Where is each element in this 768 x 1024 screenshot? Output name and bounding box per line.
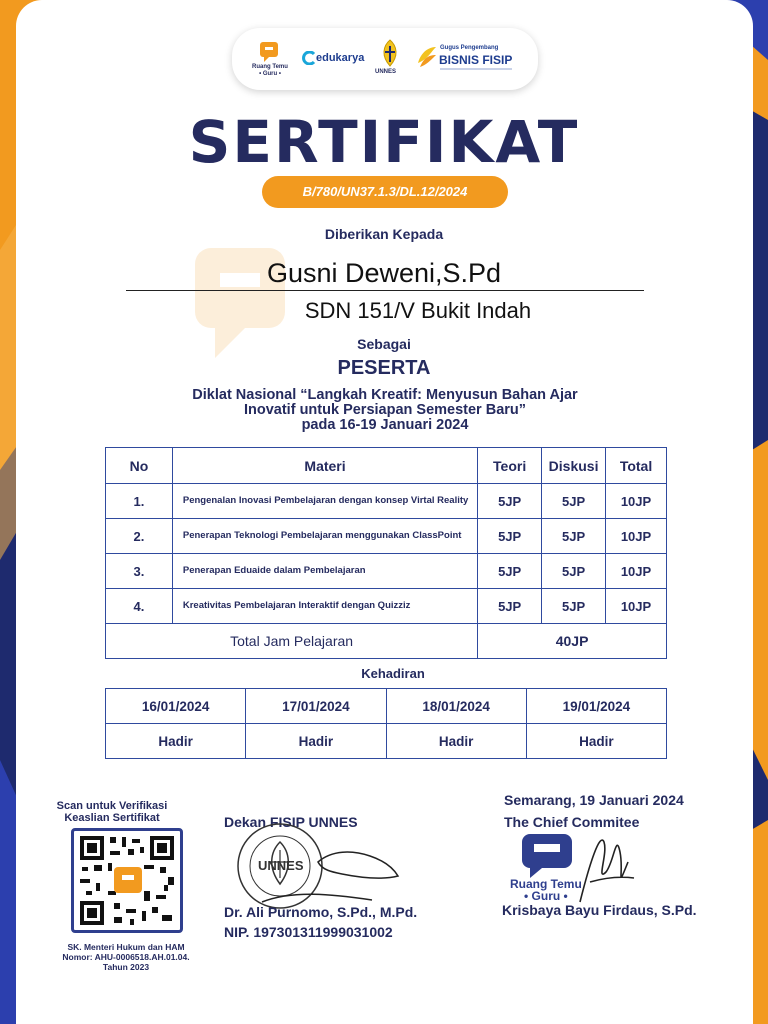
row-total: 10JP <box>606 519 667 554</box>
row-materi: Penerapan Eduaide dalam Pembelajaran <box>172 554 477 589</box>
chief-committee-name: Krisbaya Bayu Firdaus, S.Pd. <box>502 902 697 918</box>
unnes-logo-text: UNNES <box>375 69 397 75</box>
dean-nip: NIP. 197301311999031002 <box>224 924 393 940</box>
attendance-status: Hadir <box>526 724 666 759</box>
table-row <box>106 519 667 554</box>
ruang-temu-logo-text <box>250 64 290 78</box>
attendance-status-row <box>106 724 667 759</box>
row-materi: Kreativitas Pembelajaran Interaktif dengan Quizziz <box>172 589 477 624</box>
fisip-logo-small-text: Gugus Pengembang <box>440 45 499 51</box>
dean-title: Dekan FISIP UNNES <box>224 814 358 830</box>
header-no: No <box>106 448 173 484</box>
ruang-temu-line2: • Guru • <box>259 71 281 77</box>
total-hours-label: Total Jam Pelajaran <box>106 624 478 659</box>
row-materi: Pengenalan Inovasi Pembelajaran dengan konsep Virtal Reality <box>172 484 477 519</box>
row-teori: 5JP <box>478 589 542 624</box>
row-total: 10JP <box>606 484 667 519</box>
total-hours-value: 40JP <box>478 624 667 659</box>
scan-line-2: Keaslian Sertifikat <box>64 812 160 824</box>
materials-header-row <box>106 448 667 484</box>
attendance-date-row <box>106 689 667 724</box>
row-no: 1. <box>106 484 173 519</box>
row-teori: 5JP <box>478 484 542 519</box>
recipient-school: SDN 151/V Bukit Indah <box>304 298 532 323</box>
table-row <box>106 484 667 519</box>
scan-line-1: Scan untuk Verifikasi <box>56 800 168 812</box>
certificate-title: SERTIFIKAT <box>188 108 580 176</box>
name-underline <box>126 290 644 291</box>
event-line-2: Inovatif untuk Persiapan Semester Baru” <box>243 402 527 418</box>
attendance-status: Hadir <box>106 724 246 759</box>
ruang-temu-logo-icon <box>258 40 280 62</box>
header-materi: Materi <box>172 448 477 484</box>
row-total: 10JP <box>606 554 667 589</box>
legal-line-2: Nomor: AHU-0006518.AH.01.04. <box>62 952 190 962</box>
event-description <box>0 388 768 433</box>
row-no: 2. <box>106 519 173 554</box>
row-diskusi: 5JP <box>542 519 606 554</box>
fisip-logo-icon <box>416 43 438 69</box>
chief-committee-title: The Chief Commitee <box>504 814 640 830</box>
stamp-text: UNNES <box>258 858 304 873</box>
ruang-temu-logo-icon <box>520 832 574 878</box>
event-line-1: Diklat Nasional “Langkah Kreatif: Menyusun Bahan Ajar <box>192 387 578 403</box>
verification-caption <box>50 800 174 824</box>
row-no: 3. <box>106 554 173 589</box>
fisip-logo-underline <box>440 68 512 70</box>
row-teori: 5JP <box>478 519 542 554</box>
legal-line-1: SK. Menteri Hukum dan HAM <box>67 942 185 952</box>
ruang-temu-line1: Ruang Temu <box>252 64 288 70</box>
legal-registration <box>46 942 206 972</box>
row-teori: 5JP <box>478 554 542 589</box>
row-materi: Penerapan Teknologi Pembelajaran menggunakan ClassPoint <box>172 519 477 554</box>
materials-table <box>105 447 667 659</box>
unnes-logo-icon <box>377 38 403 68</box>
signing-place-date: Semarang, 19 Januari 2024 <box>504 792 684 808</box>
total-row <box>106 624 667 659</box>
event-line-3: pada 16-19 Januari 2024 <box>301 417 469 433</box>
attendance-date: 18/01/2024 <box>386 689 526 724</box>
attendance-date: 19/01/2024 <box>526 689 666 724</box>
row-diskusi: 5JP <box>542 589 606 624</box>
committee-logo-line1: Ruang Temu <box>510 877 582 891</box>
row-total: 10JP <box>606 589 667 624</box>
attendance-date: 16/01/2024 <box>106 689 246 724</box>
fisip-logo-big-text: BISNIS FISIP <box>439 53 513 67</box>
university-stamp-icon <box>222 820 402 916</box>
recipient-name: Gusni Deweni,S.Pd <box>266 258 502 288</box>
attendance-table <box>105 688 667 759</box>
row-diskusi: 5JP <box>542 484 606 519</box>
attendance-status: Hadir <box>386 724 526 759</box>
header-diskusi: Diskusi <box>542 448 606 484</box>
recipient-role: PESERTA <box>337 357 431 379</box>
dean-name: Dr. Ali Purnomo, S.Pd., M.Pd. <box>224 904 418 920</box>
given-to-label: Diberikan Kepada <box>324 226 444 242</box>
qr-code-icon <box>74 831 180 930</box>
verification-qr-code[interactable] <box>71 828 183 933</box>
as-label: Sebagai <box>357 336 411 352</box>
chief-signature <box>570 822 640 912</box>
logo-bar <box>232 28 538 90</box>
table-row <box>106 589 667 624</box>
header-total: Total <box>606 448 667 484</box>
edukarya-logo-icon <box>302 51 316 65</box>
legal-line-3: Tahun 2023 <box>102 962 150 972</box>
attendance-status: Hadir <box>246 724 386 759</box>
attendance-date: 17/01/2024 <box>246 689 386 724</box>
edukarya-logo-text: edukarya <box>316 52 365 64</box>
row-no: 4. <box>106 589 173 624</box>
committee-logo-line2: • Guru • <box>524 889 568 903</box>
header-teori: Teori <box>478 448 542 484</box>
row-diskusi: 5JP <box>542 554 606 589</box>
table-row <box>106 554 667 589</box>
certificate-reference-number: B/780/UN37.1.3/DL.12/2024 <box>262 176 508 208</box>
attendance-title: Kehadiran <box>361 666 425 681</box>
